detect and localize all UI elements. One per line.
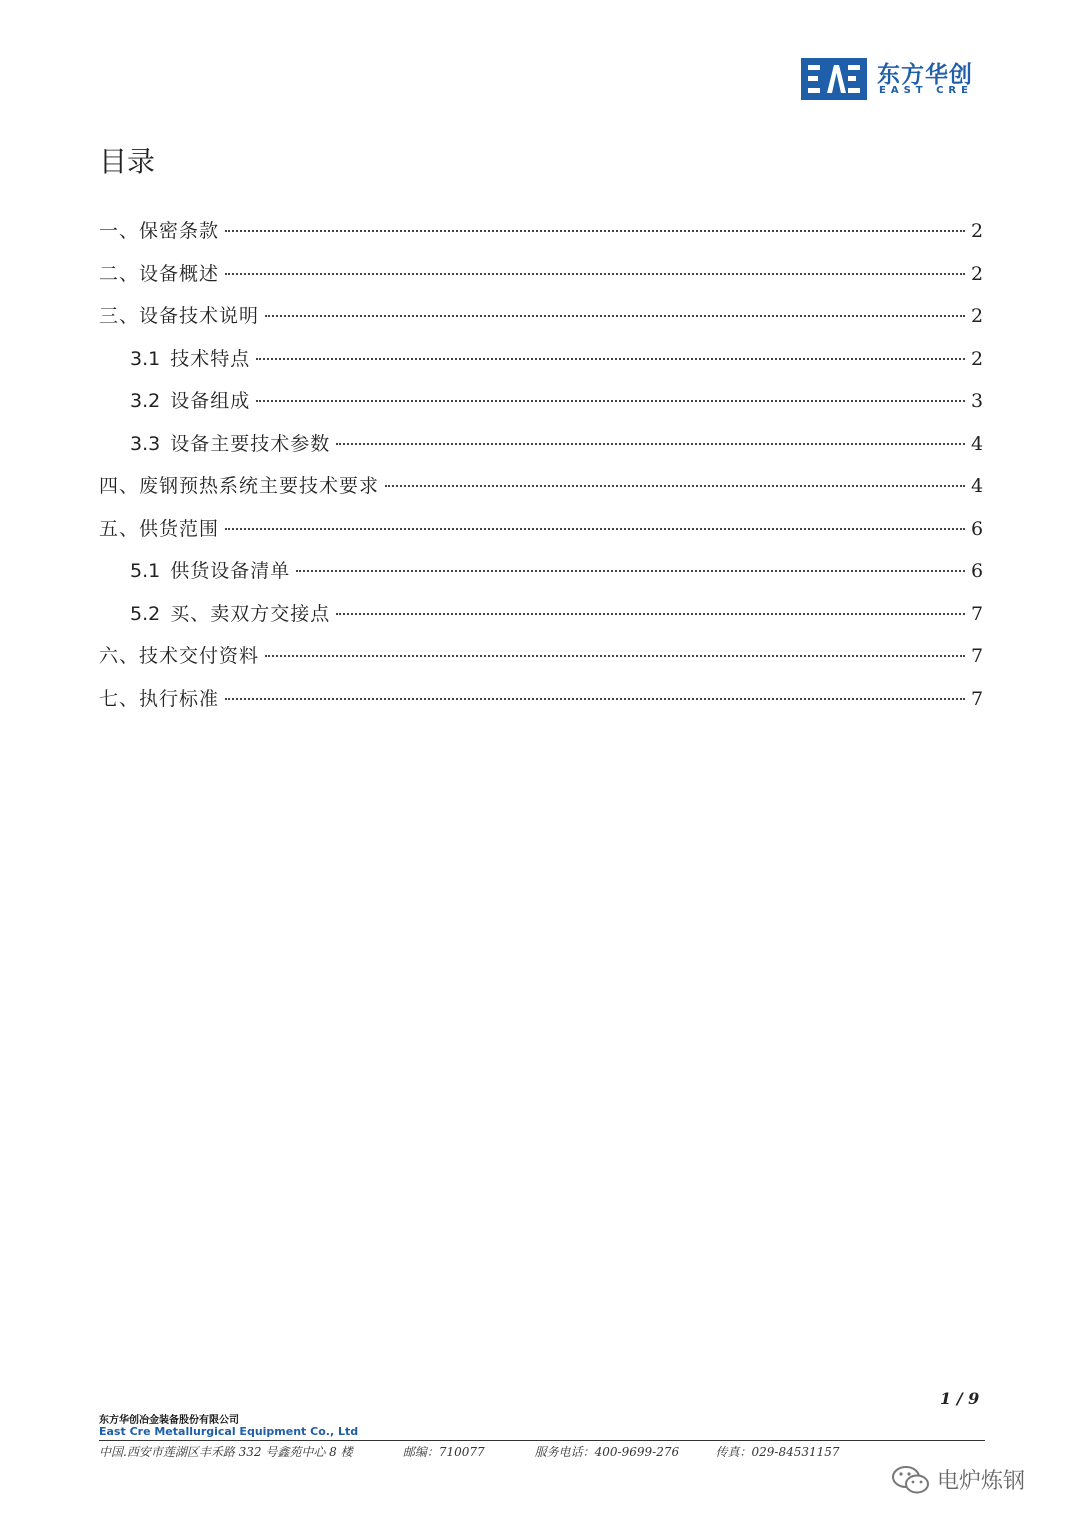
toc-subentry-number: 3.3: [130, 432, 161, 455]
toc-leader-dots: [256, 400, 965, 402]
toc-subentry[interactable]: [99, 344, 983, 387]
watermark: [891, 1460, 1061, 1500]
page-indicator: 1 / 9: [940, 1389, 980, 1408]
toc-entry[interactable]: [99, 641, 983, 684]
toc-entry[interactable]: [99, 301, 983, 344]
toc-subentry[interactable]: [99, 386, 983, 429]
toc-entry-label: 二、设备概述: [99, 262, 220, 285]
toc-subentry-number: 5.2: [130, 602, 161, 625]
toc-leader-dots: [385, 485, 965, 487]
toc-entry-label: 六、技术交付资料: [99, 645, 260, 667]
footer-fax: 传真：029-84531157: [715, 1445, 840, 1459]
toc-entry-label: 三、设备技术说明: [99, 305, 260, 327]
toc-entry[interactable]: [99, 216, 983, 259]
toc-subentry-label: 供货设备清单: [170, 560, 291, 582]
toc-leader-dots: [256, 358, 965, 360]
toc-entry-label: 五、供货范围: [99, 517, 220, 540]
toc-entry[interactable]: [99, 684, 983, 727]
toc-subentry-page: 4: [971, 432, 984, 455]
toc-subentry-number: 3.2: [130, 390, 161, 412]
toc-leader-dots: [296, 570, 965, 572]
toc-leader-dots: [225, 698, 965, 700]
toc-entry[interactable]: [99, 259, 983, 302]
toc-leader-dots: [265, 315, 965, 317]
footer-company-cn: 东方华创冶金装备股份有限公司: [99, 1415, 239, 1426]
toc-leader-dots: [225, 528, 965, 530]
toc-entry-page: 7: [971, 645, 984, 667]
footer-service-phone: 服务电话：400-9699-276: [534, 1445, 680, 1459]
toc-subentry-label: 设备主要技术参数: [170, 432, 331, 455]
east-cre-logo-mark: [801, 58, 867, 100]
toc-entry-label: 一、保密条款: [99, 220, 220, 242]
logo-text-en: EAST CRE: [879, 85, 973, 96]
toc-leader-dots: [225, 230, 965, 232]
toc-leader-dots: [336, 443, 965, 445]
footer-contact-line: [99, 1443, 999, 1460]
toc-subentry-label: 设备组成: [170, 390, 251, 412]
footer-company-en: East Cre Metallurgical Equipment Co., Ltd: [99, 1425, 359, 1438]
toc-leader-dots: [336, 613, 965, 615]
table-of-contents: [99, 216, 983, 726]
toc-entry-label: 四、废钢预热系统主要技术要求: [99, 475, 380, 497]
toc-subentry[interactable]: [99, 599, 983, 642]
toc-entry-page: 4: [971, 475, 984, 497]
toc-title: 目录: [99, 145, 156, 178]
toc-leader-dots: [225, 273, 965, 275]
toc-subentry[interactable]: [99, 429, 983, 472]
toc-entry-page: 2: [971, 305, 984, 327]
footer-postcode: 邮编：710077: [402, 1445, 485, 1459]
toc-subentry-page: 7: [971, 602, 984, 625]
footer-divider: [99, 1440, 985, 1441]
toc-entry-page: 2: [971, 220, 984, 242]
toc-entry[interactable]: [99, 471, 983, 514]
toc-subentry-number: 3.1: [130, 347, 161, 370]
footer-address: 中国.西安市莲湖区丰禾路 332 号鑫苑中心 8 楼: [99, 1445, 353, 1459]
toc-entry-label: 七、执行标准: [99, 687, 220, 710]
watermark-text: 电炉炼钢: [937, 1469, 1026, 1494]
toc-entry[interactable]: [99, 514, 983, 557]
company-logo: [801, 56, 981, 102]
toc-leader-dots: [265, 655, 965, 657]
toc-entry-page: 2: [971, 262, 984, 285]
toc-subentry-page: 6: [971, 560, 984, 582]
toc-subentry-page: 3: [971, 390, 984, 412]
toc-entry-page: 6: [971, 517, 984, 540]
toc-entry-page: 7: [971, 687, 984, 710]
toc-subentry-label: 买、卖双方交接点: [170, 602, 331, 625]
toc-subentry-number: 5.1: [130, 560, 161, 582]
toc-subentry-page: 2: [971, 347, 984, 370]
logo-text-cn: 东方华创: [877, 62, 973, 88]
toc-subentry-label: 技术特点: [170, 347, 251, 370]
toc-subentry[interactable]: [99, 556, 983, 599]
wechat-icon: [891, 1464, 931, 1496]
